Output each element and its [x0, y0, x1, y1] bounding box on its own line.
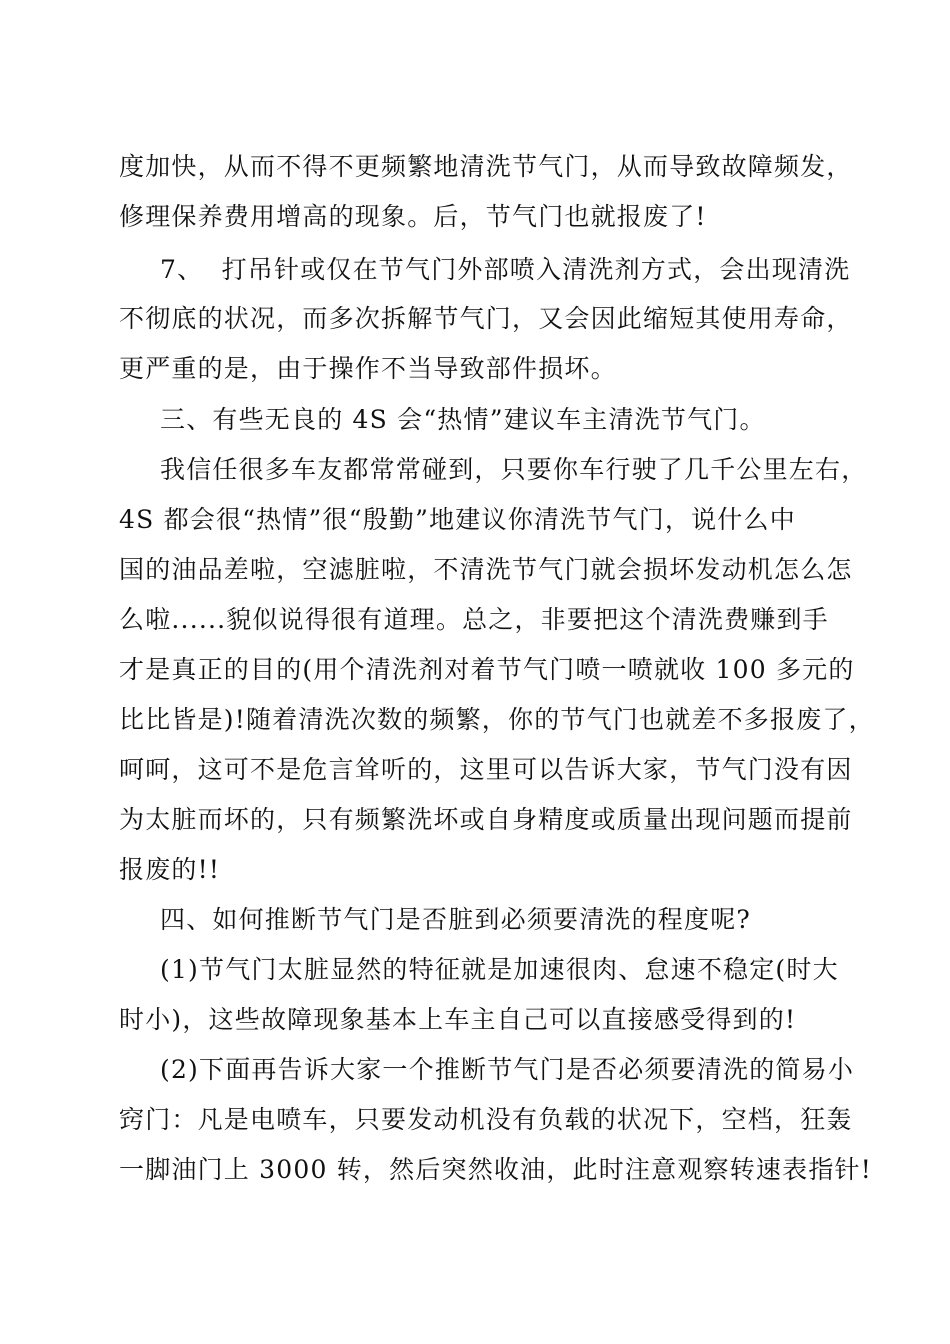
text-line: 度加快，从而不得不更频繁地清洗节气门，从而导致故障频发，	[119, 152, 853, 181]
text-line: 一脚油门上 3000 转，然后突然收油，此时注意观察转速表指针!	[119, 1155, 872, 1184]
text-line: 我信任很多车友都常常碰到，只要你车行驶了几千公里左右，	[160, 455, 868, 484]
section-heading: 三、有些无良的 4S 会“热情”建议车主清洗节气门。	[160, 405, 766, 434]
text-line: 才是真正的目的(用个清洗剂对着节气门喷一喷就收 100 多元的	[119, 655, 855, 684]
text-line: 7、 打吊针或仅在节气门外部喷入清洗剂方式，会出现清洗	[160, 255, 851, 284]
text-line: 报废的!!	[119, 855, 221, 884]
text-line: 更严重的是，由于操作不当导致部件损坏。	[119, 354, 617, 383]
text-line: 不彻底的状况，而多次拆解节气门，又会因此缩短其使用寿命，	[119, 304, 853, 333]
text-line: 呵呵，这可不是危言耸听的，这里可以告诉大家，节气门没有因	[119, 755, 853, 784]
text-line: 修理保养费用增高的现象。后，节气门也就报废了!	[119, 202, 707, 231]
text-line: 比比皆是)!随着清洗次数的频繁，你的节气门也就差不多报废了，	[119, 705, 875, 734]
text-line: 时小)，这些故障现象基本上车主自己可以直接感受得到的!	[119, 1005, 797, 1034]
text-line: 么啦......貌似说得很有道理。总之，非要把这个清洗费赚到手	[119, 605, 829, 634]
text-line: 4S 都会很“热情”很“殷勤”地建议你清洗节气门，说什么中	[119, 505, 796, 534]
text-line: 为太脏而坏的，只有频繁洗坏或自身精度或质量出现问题而提前	[119, 805, 853, 834]
text-line: 国的油品差啦，空滤脏啦，不清洗节气门就会损坏发动机怎么怎	[119, 555, 853, 584]
text-line: 窍门：凡是电喷车，只要发动机没有负载的状况下，空档，狂轰	[119, 1105, 853, 1134]
text-line: (2)下面再告诉大家一个推断节气门是否必须要清洗的简易小	[160, 1055, 855, 1084]
text-line: (1)节气门太脏显然的特征就是加速很肉、怠速不稳定(时大	[160, 955, 839, 984]
section-heading: 四、如何推断节气门是否脏到必须要清洗的程度呢?	[160, 905, 752, 934]
